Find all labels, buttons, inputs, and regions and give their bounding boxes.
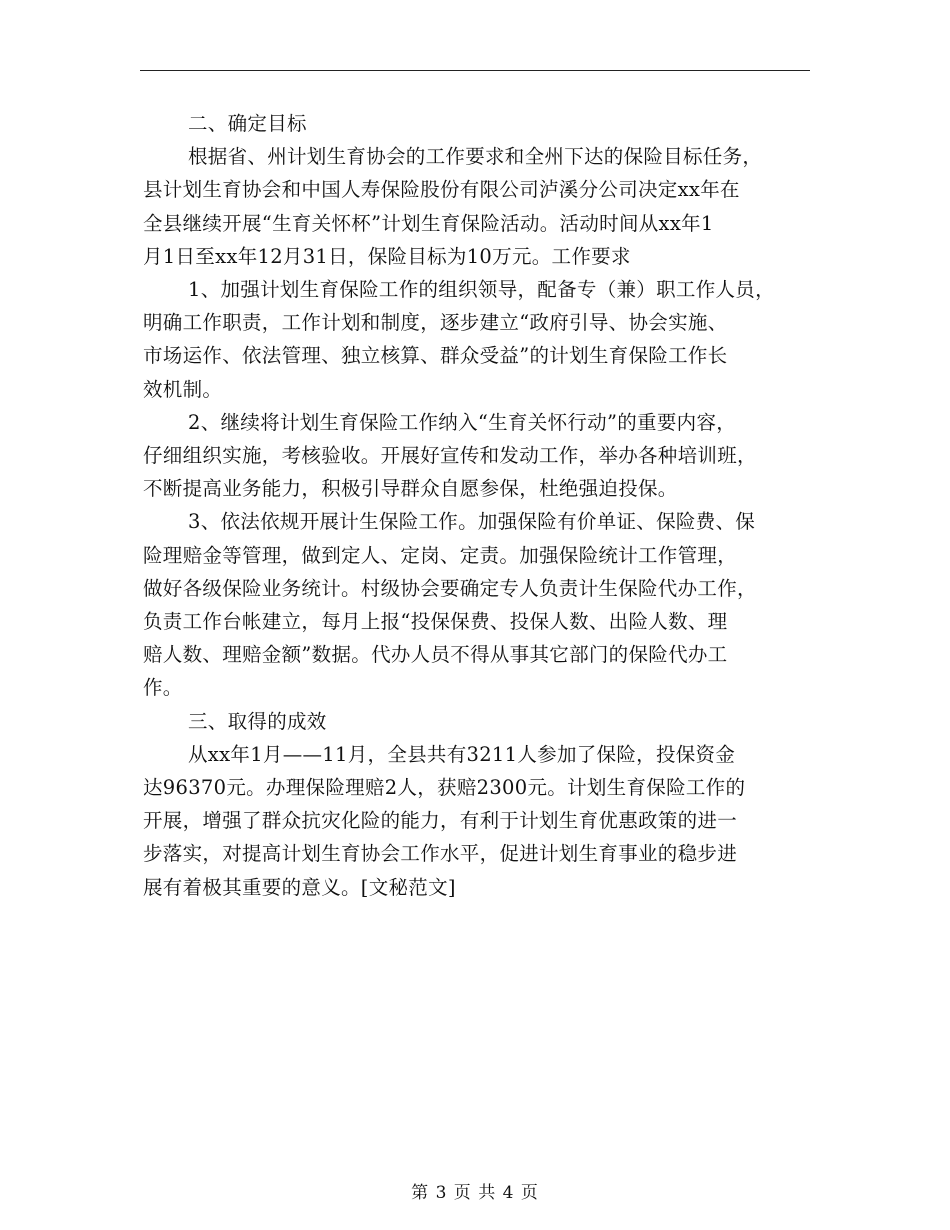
paragraph-line: 展有着极其重要的意义。[文秘范文] [143,875,456,899]
page-number-footer: 第 3 页 共 4 页 [411,1183,539,1203]
paragraph-line: 根据省、州计划生育协会的工作要求和全州下达的保险目标任务， [188,145,763,169]
paragraph-line: 全县继续开展“生育关怀杯”计划生育保险活动。活动时间从xx年1 [143,211,714,235]
paragraph-line: 3、依法依规开展计生保险工作。加强保险有价单证、保险费、保 [188,510,756,534]
paragraph-line: 从xx年1月——11月，全县共有3211人参加了保险，投保资金 [188,742,736,766]
paragraph-line: 作。 [143,676,183,700]
paragraph-line: 步落实，对提高计划生育协会工作水平，促进计划生育事业的稳步进 [143,842,738,866]
paragraph-line: 险理赔金等管理，做到定人、定岗、定责。加强保险统计工作管理， [143,543,738,567]
paragraph-line: 不断提高业务能力，积极引导群众自愿参保，杜绝强迫投保。 [143,477,678,501]
section-heading-goals: 二、确定目标 [188,112,307,135]
paragraph-line: 仔细组织实施，考核验收。开展好宣传和发动工作，举办各种培训班， [143,444,757,468]
paragraph-line: 2、继续将计划生育保险工作纳入“生育关怀行动”的重要内容， [188,410,737,434]
paragraph-line: 县计划生育协会和中国人寿保险股份有限公司泸溪分公司决定xx年在 [143,178,740,202]
paragraph-line: 市场运作、依法管理、独立核算、群众受益”的计划生育保险工作长 [143,344,728,368]
paragraph-line: 达96370元。办理保险理赔2人，获赔2300元。计划生育保险工作的 [143,776,746,800]
paragraph-line: 赔人数、理赔金额”数据。代办人员不得从事其它部门的保险代办工 [143,643,728,667]
paragraph-line: 效机制。 [143,377,223,401]
paragraph-line: 月1日至xx年12月31日，保险目标为10万元。工作要求 [143,244,631,268]
paragraph-line: 明确工作职责，工作计划和制度，逐步建立“政府引导、协会实施、 [143,311,728,335]
header-rule [140,70,810,71]
section-heading-results: 三、取得的成效 [188,709,327,733]
paragraph-line: 负责工作台帐建立，每月上报“投保保费、投保人数、出险人数、理 [143,610,728,634]
paragraph-line: 开展，增强了群众抗灾化险的能力，有利于计划生育优惠政策的进一 [143,809,738,833]
paragraph-line: 做好各级保险业务统计。村级协会要确定专人负责计生保险代办工作， [143,576,757,600]
paragraph-line: 1、加强计划生育保险工作的组织领导，配备专（兼）职工作人员， [188,278,775,302]
document-body [143,107,818,904]
